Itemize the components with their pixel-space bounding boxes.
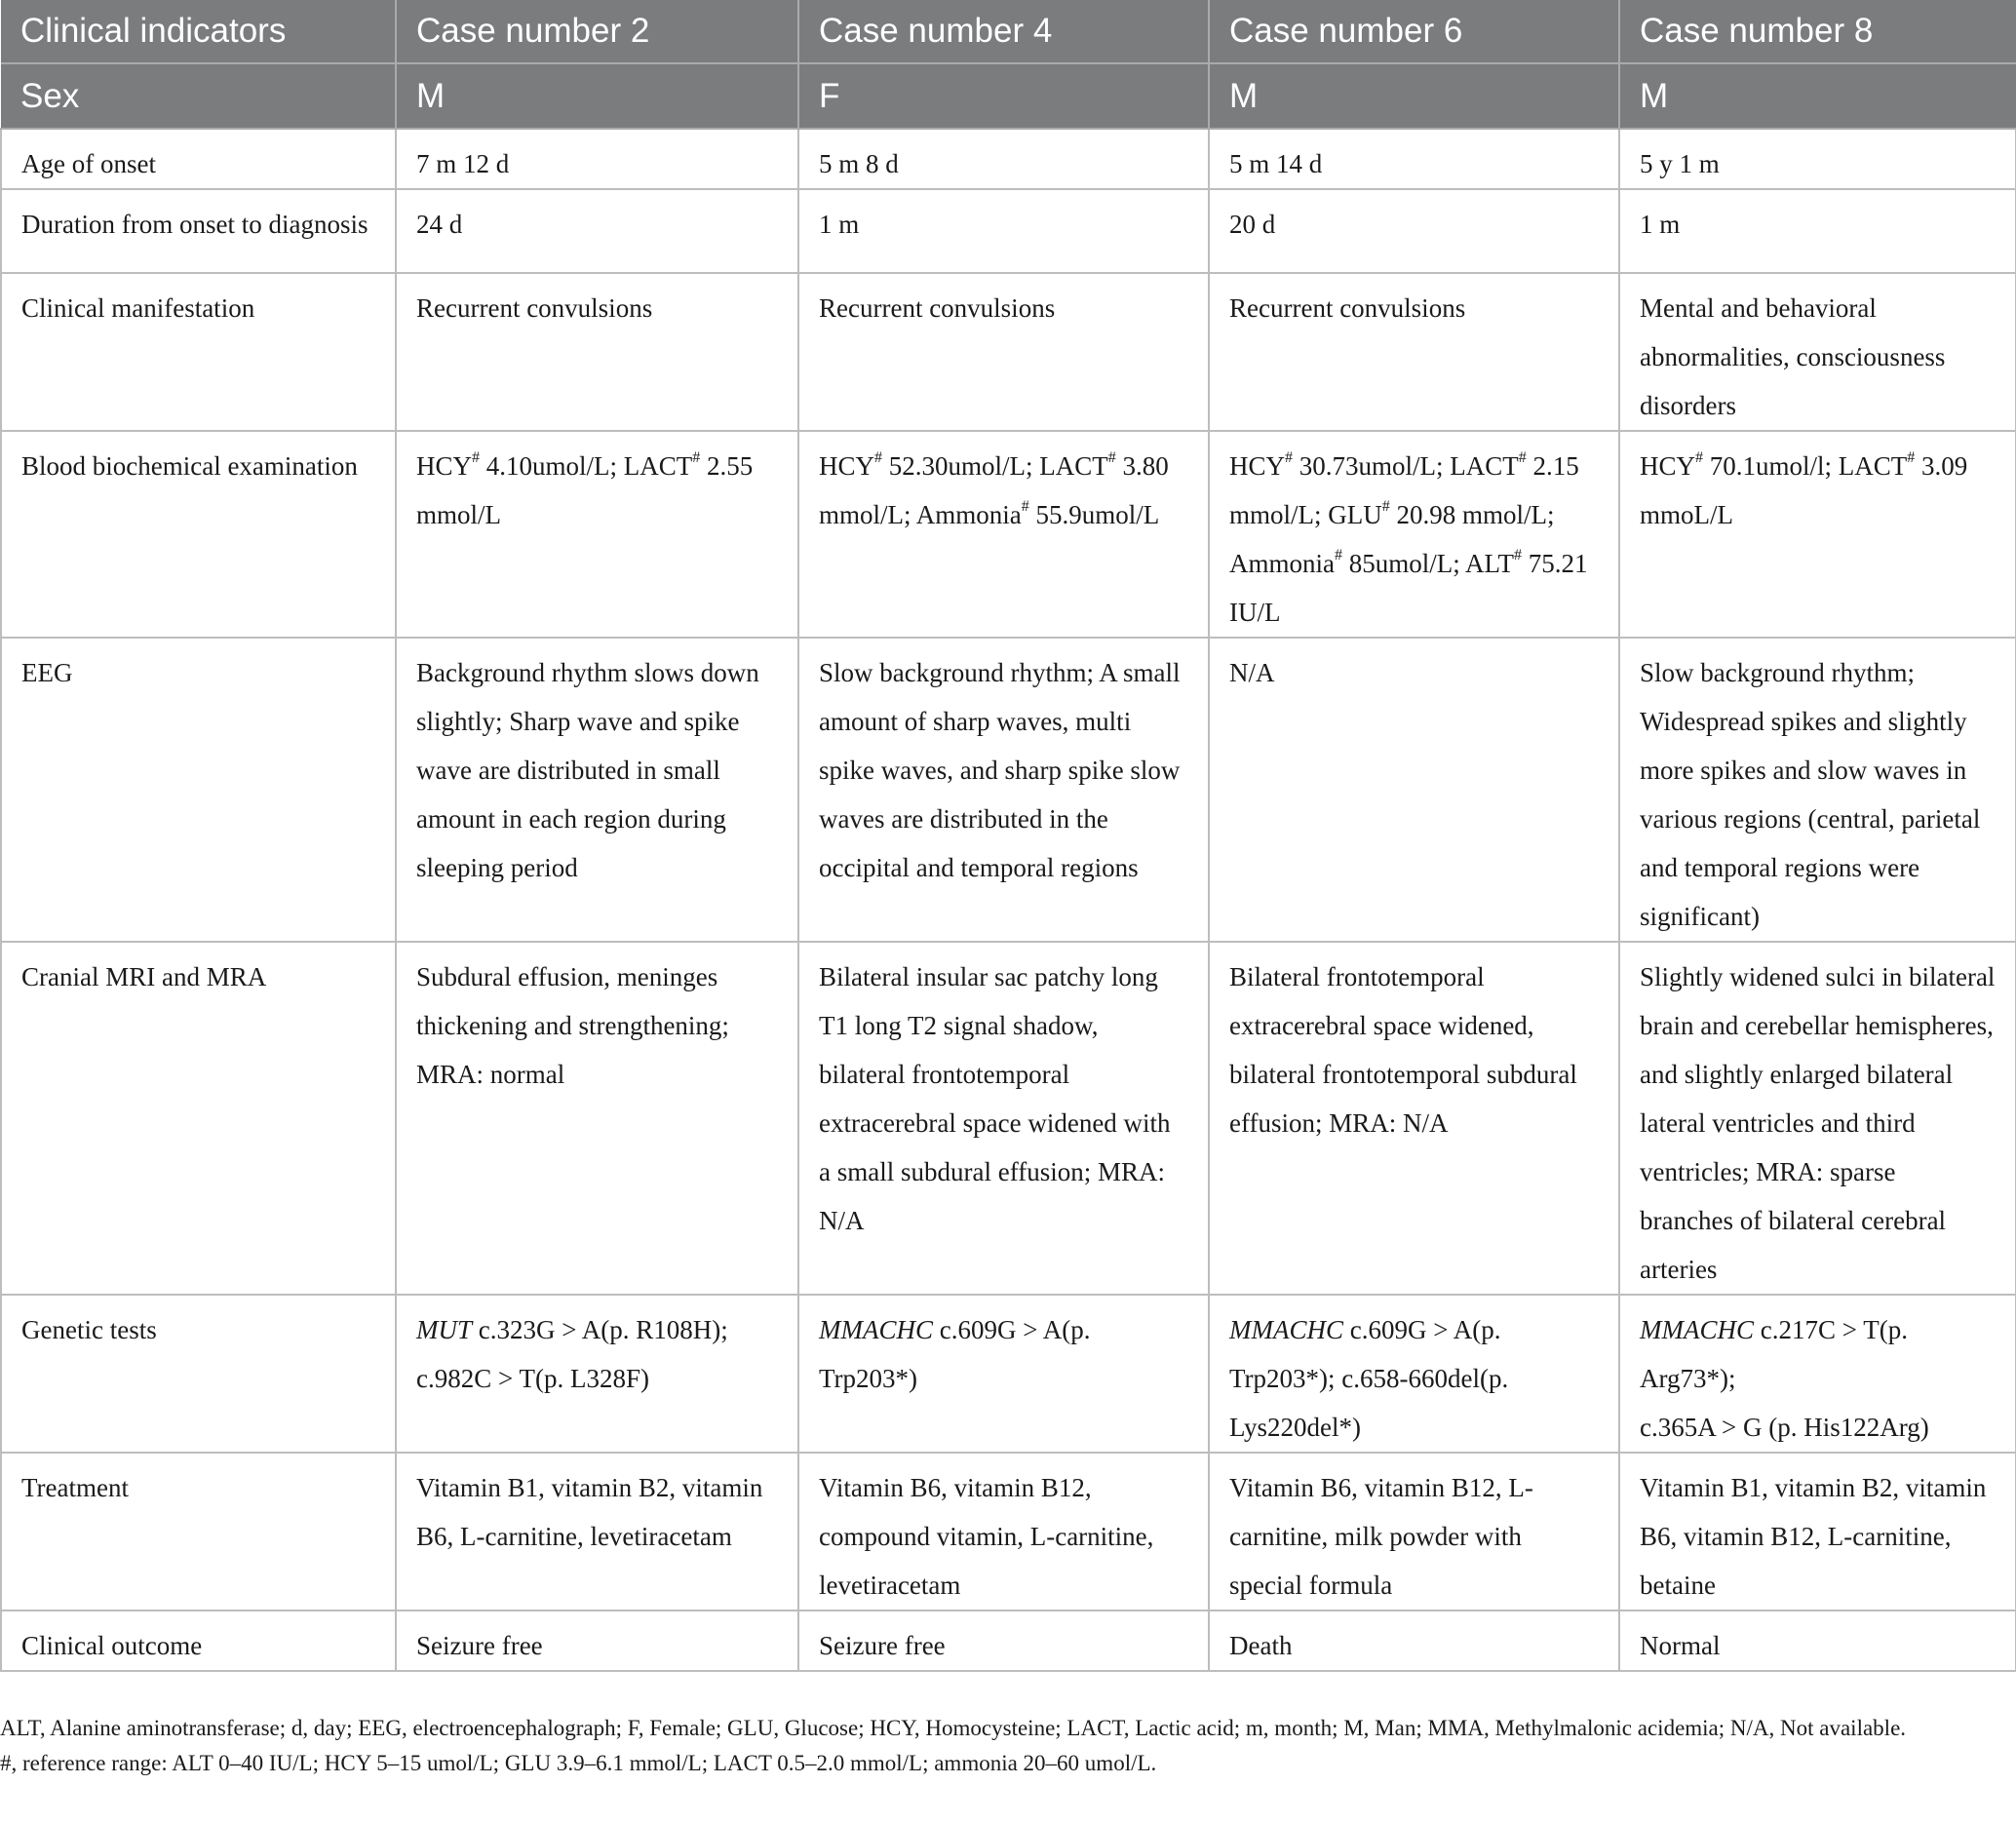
gene-name: MMACHC (819, 1315, 933, 1344)
table-cell: 5 m 8 d (798, 129, 1209, 189)
cell-text: 85umol/L; ALT (1342, 549, 1515, 578)
cell-text: c.217C > T(p. Arg73*); (1640, 1315, 1908, 1393)
table-row (1, 942, 2016, 1295)
table-cell: Slow background rhythm; Widespread spikes and slightly more spikes and slow waves in various regions (central, parietal and temporal regions were significant) (1619, 638, 2016, 942)
table-cell (1619, 1295, 2016, 1453)
header-case-2: Case number 2 (396, 0, 798, 63)
footnote-marker: # (1695, 449, 1704, 466)
table-cell: Subdural effusion, meninges thickening and strengthening; MRA: normal (396, 942, 798, 1295)
table-cell: N/A (1209, 638, 1619, 942)
table-row (1, 1295, 2016, 1453)
table-cell: 1 m (798, 189, 1209, 273)
footnote-marker: # (1021, 498, 1029, 515)
cell-text: c.609G > A(p. Trp203*) (819, 1315, 1091, 1393)
header-clinical-indicators: Clinical indicators (1, 0, 396, 63)
table-cell (1209, 431, 1619, 638)
table-row (1, 273, 2016, 431)
gene-name: MMACHC (1229, 1315, 1343, 1344)
cell-text: HCY (819, 451, 875, 481)
table-row (1, 638, 2016, 942)
cell-text: 2.15 mmol/L; GLU (1229, 451, 1579, 529)
table-cell: Vitamin B1, vitamin B2, vitamin B6, vitamin B12, L-carnitine, betaine (1619, 1453, 2016, 1611)
table-cell (798, 1295, 1209, 1453)
table-cell: Normal (1619, 1611, 2016, 1671)
cell-text: 3.09 mmoL/L (1640, 451, 1968, 529)
cell-text: 2.55 mmol/L (416, 451, 754, 529)
table-cell: Recurrent convulsions (1209, 273, 1619, 431)
reference-range-note: #, reference range: ALT 0–40 IU/L; HCY 5–15 umol/L; GLU 3.9–6.1 mmol/L; LACT 0.5–2.0 mmol/L; ammonia 20–60 umol/L. (0, 1751, 1157, 1775)
cell-text: 30.73umol/L; LACT (1293, 451, 1519, 481)
table-cell: Mental and behavioral abnormalities, consciousness disorders (1619, 273, 2016, 431)
table-cell: Background rhythm slows down slightly; Sharp wave and spike wave are distributed in small amount in each region during sleeping period (396, 638, 798, 942)
footnote-marker: # (1514, 547, 1523, 563)
table-row (1, 431, 2016, 638)
table-footnotes (0, 1711, 2008, 1781)
table-row (1, 1611, 2016, 1671)
table-cell: 5 m 14 d (1209, 129, 1619, 189)
table-cell: Seizure free (396, 1611, 798, 1671)
table-cell: Bilateral insular sac patchy long T1 long T2 signal shadow, bilateral frontotemporal extracerebral space widened with a small subdural effusion; MRA: N/A (798, 942, 1209, 1295)
table-cell (396, 431, 798, 638)
table-cell: Recurrent convulsions (396, 273, 798, 431)
sex-row (1, 63, 2016, 129)
table-cell: Slow background rhythm; A small amount of sharp waves, multi spike waves, and sharp spike slow waves are distributed in the occipital and temporal regions (798, 638, 1209, 942)
table-cell: Slightly widened sulci in bilateral brain and cerebellar hemispheres, and slightly enlarged bilateral lateral ventricles and third ventricles; MRA: sparse branches of bilateral cerebral arteries (1619, 942, 2016, 1295)
cell-text: c.609G > A(p. Trp203*); c.658-660del(p. Lys220del*) (1229, 1315, 1509, 1442)
table-cell: 20 d (1209, 189, 1619, 273)
cell-text: HCY (416, 451, 473, 481)
header-case-8: Case number 8 (1619, 0, 2016, 63)
gene-name: MUT (416, 1315, 473, 1344)
table-cell: Seizure free (798, 1611, 1209, 1671)
row-label: Age of onset (1, 129, 396, 189)
sex-case-2: M (396, 63, 798, 129)
cell-text: c.323G > A(p. R108H); c.982C > T(p. L328F) (416, 1315, 728, 1393)
cell-text: 20.98 mmol/L; Ammonia (1229, 500, 1555, 578)
table-cell: 1 m (1619, 189, 2016, 273)
footnote-marker: # (874, 449, 883, 466)
abbreviations-note: ALT, Alanine aminotransferase; d, day; EEG, electroencephalograph; F, Female; GLU, Glucose; HCY, Homocysteine; LACT, Lactic acid; m, month; M, Man; MMA, Methylmalonic acidemia; N/A, Not available. (0, 1716, 1907, 1740)
table-cell (1209, 1295, 1619, 1453)
table-cell (798, 431, 1209, 638)
table-cell (396, 1295, 798, 1453)
footnote-marker: # (1107, 449, 1116, 466)
header-case-4: Case number 4 (798, 0, 1209, 63)
sex-case-6: M (1209, 63, 1619, 129)
table-cell: Bilateral frontotemporal extracerebral space widened, bilateral frontotemporal subdural effusion; MRA: N/A (1209, 942, 1619, 1295)
cell-text: 4.10umol/L; LACT (480, 451, 693, 481)
row-label: Duration from onset to diagnosis (1, 189, 396, 273)
gene-name: MMACHC (1640, 1315, 1754, 1344)
row-label: Blood biochemical examination (1, 431, 396, 638)
sex-case-8: M (1619, 63, 2016, 129)
table-cell: Vitamin B1, vitamin B2, vitamin B6, L-carnitine, levetiracetam (396, 1453, 798, 1611)
footnote-marker: # (1518, 449, 1527, 466)
sex-case-4: F (798, 63, 1209, 129)
row-label: EEG (1, 638, 396, 942)
cell-text: 52.30umol/L; LACT (882, 451, 1108, 481)
cell-text: 3.80 mmol/L; Ammonia (819, 451, 1169, 529)
table-cell: 7 m 12 d (396, 129, 798, 189)
table-row (1, 1453, 2016, 1611)
cell-text: c.365A > G (p. His122Arg) (1640, 1413, 1929, 1442)
row-label: Cranial MRI and MRA (1, 942, 396, 1295)
footnote-marker: # (1907, 449, 1916, 466)
row-label: Clinical manifestation (1, 273, 396, 431)
footnote-marker: # (1335, 547, 1342, 563)
footnote-marker: # (692, 449, 701, 466)
row-label: Treatment (1, 1453, 396, 1611)
footnote-marker: # (1285, 449, 1294, 466)
cell-text: 75.21 IU/L (1229, 549, 1588, 627)
table-cell (1619, 431, 2016, 638)
table-header-row (1, 0, 2016, 63)
table-cell: 5 y 1 m (1619, 129, 2016, 189)
table-cell: Vitamin B6, vitamin B12, L-carnitine, milk powder with special formula (1209, 1453, 1619, 1611)
sex-label: Sex (1, 63, 396, 129)
footnote-marker: # (472, 449, 481, 466)
table-cell: Death (1209, 1611, 1619, 1671)
table-cell: 24 d (396, 189, 798, 273)
header-case-6: Case number 6 (1209, 0, 1619, 63)
cell-text: 70.1umol/l; LACT (1703, 451, 1908, 481)
table-cell: Recurrent convulsions (798, 273, 1209, 431)
cell-text: HCY (1640, 451, 1696, 481)
row-label: Clinical outcome (1, 1611, 396, 1671)
table-cell: Vitamin B6, vitamin B12, compound vitamin, L-carnitine, levetiracetam (798, 1453, 1209, 1611)
row-label: Genetic tests (1, 1295, 396, 1453)
table-row (1, 129, 2016, 189)
footnote-marker: # (1381, 498, 1390, 515)
cell-text: HCY (1229, 451, 1286, 481)
cell-text: 55.9umol/L (1028, 500, 1160, 529)
table-row (1, 189, 2016, 273)
